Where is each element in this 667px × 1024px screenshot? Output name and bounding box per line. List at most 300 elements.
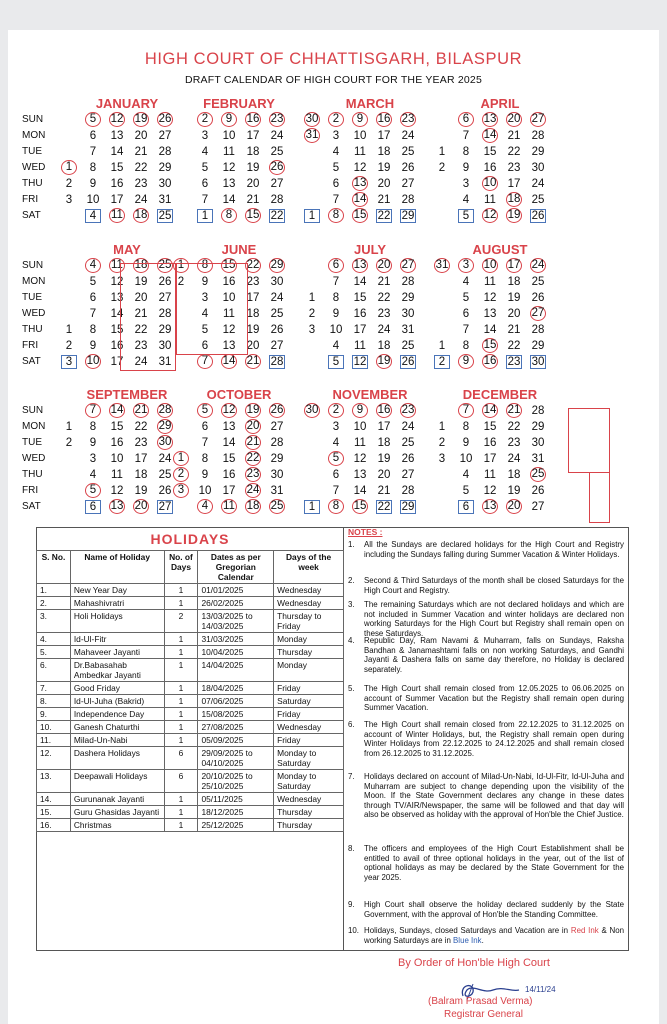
day-cell: 8: [201, 453, 209, 465]
day-cell: 12: [110, 113, 124, 125]
day-cell: 30: [305, 404, 319, 416]
note-text: The officers and employees of the High Court Establishment shall be entitled to avail of three optional holidays in the year, out of the list of optional holidays as may be declared by the State Government for the year 2025.: [364, 844, 624, 882]
day-cell: 5: [201, 162, 209, 174]
day-row: [425, 258, 575, 274]
table-row: [37, 708, 344, 721]
day-cell: 20: [377, 178, 391, 190]
day-row: [425, 403, 575, 419]
day-row: [425, 354, 575, 370]
day-cell: 8: [89, 162, 97, 174]
day-row: [22, 128, 172, 144]
day-cell: 29: [401, 501, 415, 513]
cell-name: Deepawali Holidays: [70, 770, 164, 793]
day-cell: 6: [201, 421, 209, 433]
note-text-part: .: [481, 935, 484, 945]
day-cell: 10: [110, 453, 124, 465]
day-cell: 5: [458, 209, 474, 223]
day-cell: 26: [270, 404, 284, 416]
day-cell: 17: [353, 324, 367, 336]
day-cell: 31: [305, 129, 319, 141]
day-cell: 2: [177, 276, 185, 288]
day-cell: 23: [134, 437, 148, 449]
month-name: MARCH: [345, 96, 395, 111]
cell-dates: 07/06/2025: [198, 695, 274, 708]
day-cell: 28: [158, 308, 172, 320]
cell-days: 1: [164, 793, 198, 806]
month-february: [164, 96, 314, 231]
day-cell: 14: [353, 193, 367, 205]
day-row: [164, 435, 314, 451]
day-row: [425, 192, 575, 208]
month-name: OCTOBER: [206, 387, 272, 402]
day-cell: 27: [531, 501, 545, 513]
weekday-label: SUN: [22, 405, 44, 416]
day-cell: 21: [246, 436, 260, 448]
note-text-part: Blue Ink: [453, 935, 482, 945]
day-cell: 5: [201, 324, 209, 336]
day-row: [295, 435, 445, 451]
day-cell: 8: [328, 499, 344, 514]
month-april: [425, 96, 575, 231]
day-cell: 15: [110, 421, 124, 433]
day-cell: 15: [110, 162, 124, 174]
day-cell: 6: [462, 308, 470, 320]
day-row: [295, 160, 445, 176]
day-cell: 25: [158, 469, 172, 481]
month-name: JULY: [353, 242, 387, 257]
weekday-label: WED: [22, 308, 46, 319]
day-cell: 31: [435, 259, 449, 271]
day-cell: 15: [110, 324, 124, 336]
day-cell: 11: [109, 208, 125, 223]
day-cell: 4: [462, 276, 470, 288]
day-cell: 8: [89, 324, 97, 336]
day-cell: 2: [438, 162, 446, 174]
day-cell: 3: [65, 194, 73, 206]
day-cell: 10: [222, 292, 236, 304]
day-cell: 20: [246, 178, 260, 190]
day-row: [22, 467, 172, 483]
day-cell: 22: [507, 340, 521, 352]
day-row: [164, 403, 314, 419]
day-row: [295, 290, 445, 306]
day-cell: 11: [223, 146, 235, 158]
day-row: [164, 160, 314, 176]
day-cell: 21: [507, 324, 521, 336]
day-cell: 24: [270, 292, 284, 304]
day-cell: 23: [270, 113, 284, 125]
cell-dates: 05/11/2025: [198, 793, 274, 806]
day-cell: 28: [270, 194, 284, 206]
day-cell: 27: [158, 292, 172, 304]
day-cell: 14: [483, 129, 497, 141]
day-cell: 10: [459, 453, 473, 465]
day-row: [295, 499, 445, 515]
day-cell: 12: [353, 453, 367, 465]
day-cell: 5: [197, 403, 213, 418]
cell-dates: 18/04/2025: [198, 682, 274, 695]
day-cell: 6: [458, 500, 474, 514]
day-row: [295, 467, 445, 483]
day-cell: 21: [246, 355, 260, 367]
day-cell: 5: [328, 355, 344, 369]
day-cell: 17: [222, 485, 236, 497]
col-sno: S. No.: [37, 551, 71, 584]
day-cell: 6: [89, 130, 97, 142]
cell-weekday: Monday: [274, 633, 344, 646]
day-cell: 16: [483, 437, 497, 449]
day-cell: 14: [353, 485, 367, 497]
day-cell: 18: [507, 469, 521, 481]
day-row: [425, 451, 575, 467]
day-cell: 27: [158, 130, 172, 142]
day-cell: 7: [458, 403, 474, 418]
day-cell: 1: [304, 209, 320, 223]
day-cell: 18: [377, 146, 391, 158]
month-july: [295, 242, 445, 377]
day-cell: 19: [507, 485, 521, 497]
day-cell: 29: [401, 292, 415, 304]
weekday-label: MON: [22, 130, 46, 141]
day-row: [164, 128, 314, 144]
day-cell: 28: [401, 276, 415, 288]
cell-weekday: Friday: [274, 734, 344, 747]
day-cell: 5: [85, 112, 101, 127]
day-row: [425, 306, 575, 322]
day-row: [295, 483, 445, 499]
cell-weekday: Thursday: [274, 646, 344, 659]
day-cell: 9: [89, 178, 97, 190]
cell-days: 1: [164, 806, 198, 819]
day-cell: 24: [531, 178, 545, 190]
day-cell: 6: [332, 178, 340, 190]
day-cell: 1: [438, 340, 446, 352]
cell-name: Good Friday: [70, 682, 164, 695]
cell-name: Mahaveer Jayanti: [70, 646, 164, 659]
day-cell: 31: [270, 485, 284, 497]
day-cell: 29: [531, 421, 545, 433]
day-cell: 6: [332, 469, 340, 481]
day-row: [22, 499, 172, 515]
day-cell: 12: [222, 404, 236, 416]
note-number: 5.: [348, 684, 355, 693]
day-cell: 15: [483, 339, 497, 351]
day-row: [425, 144, 575, 160]
day-cell: 8: [197, 258, 213, 273]
day-cell: 30: [158, 436, 172, 448]
day-cell: 1: [304, 500, 320, 514]
day-cell: 31: [401, 324, 415, 336]
day-row: [425, 208, 575, 224]
day-row: [425, 176, 575, 192]
cell-sno: 9.: [37, 708, 71, 721]
day-cell: 19: [377, 355, 391, 367]
cell-weekday: Friday: [274, 682, 344, 695]
table-row: [37, 633, 344, 646]
day-row: [295, 419, 445, 435]
day-cell: 28: [158, 404, 172, 416]
cell-days: 1: [164, 633, 198, 646]
day-cell: 28: [270, 437, 284, 449]
day-cell: 10: [483, 177, 497, 189]
day-cell: 14: [222, 437, 236, 449]
day-cell: 16: [483, 162, 497, 174]
day-cell: 14: [483, 324, 497, 336]
day-cell: 12: [110, 485, 124, 497]
day-cell: 30: [158, 340, 172, 352]
day-cell: 30: [531, 356, 545, 368]
day-row: [295, 338, 445, 354]
day-cell: 15: [483, 146, 497, 158]
cell-dates: 18/12/2025: [198, 806, 274, 819]
table-row: [37, 747, 344, 770]
day-cell: 11: [111, 469, 123, 481]
day-cell: 22: [270, 210, 284, 222]
day-row: [295, 274, 445, 290]
cell-sno: 16.: [37, 819, 71, 832]
day-row: [295, 112, 445, 128]
day-cell: 24: [377, 324, 391, 336]
day-cell: 18: [246, 500, 260, 512]
day-cell: 22: [246, 452, 260, 464]
month-october: [164, 387, 314, 522]
day-cell: 4: [85, 209, 101, 223]
day-row: [295, 208, 445, 224]
day-cell: 18: [377, 437, 391, 449]
day-row: [164, 354, 314, 370]
weekday-label: THU: [22, 469, 43, 480]
day-row: [164, 176, 314, 192]
day-cell: 25: [531, 276, 545, 288]
cell-name: Guru Ghasidas Jayanti: [70, 806, 164, 819]
cell-dates: 26/02/2025: [198, 597, 274, 610]
day-cell: 10: [353, 421, 367, 433]
day-cell: 2: [197, 112, 213, 127]
day-cell: 17: [134, 453, 148, 465]
day-cell: 7: [89, 146, 97, 158]
cell-days: 1: [164, 597, 198, 610]
day-cell: 25: [531, 194, 545, 206]
table-row: [37, 682, 344, 695]
day-cell: 9: [201, 276, 209, 288]
note-text: The remaining Saturdays which are not declared holidays and which are not included in Summer Vacation and winter holidays are declared non working Saturdays for the High Court but Registry shall remain open on these Saturdays.: [364, 600, 624, 638]
day-cell: 15: [353, 292, 367, 304]
day-cell: 26: [401, 162, 415, 174]
day-cell: 30: [531, 437, 545, 449]
cell-dates: 25/12/2025: [198, 819, 274, 832]
day-cell: 1: [438, 421, 446, 433]
day-cell: 11: [221, 499, 237, 514]
day-cell: 2: [328, 403, 344, 418]
cell-sno: 6.: [37, 659, 71, 682]
day-cell: 23: [246, 468, 260, 480]
day-cell: 13: [353, 469, 367, 481]
day-cell: 4: [201, 308, 209, 320]
day-cell: 4: [89, 469, 97, 481]
day-row: [295, 451, 445, 467]
cell-weekday: Monday: [274, 659, 344, 682]
day-cell: 18: [134, 469, 148, 481]
day-cell: 13: [110, 130, 124, 142]
day-cell: 8: [462, 146, 470, 158]
day-cell: 30: [305, 113, 319, 125]
day-row: [295, 306, 445, 322]
day-cell: 16: [222, 469, 236, 481]
day-cell: 19: [134, 276, 148, 288]
day-cell: 14: [353, 276, 367, 288]
cell-dates: 01/01/2025: [198, 584, 274, 597]
day-cell: 18: [507, 276, 521, 288]
day-cell: 22: [507, 146, 521, 158]
day-cell: 26: [270, 161, 284, 173]
cell-dates: 13/03/2025 to 14/03/2025: [198, 610, 274, 633]
day-cell: 5: [328, 451, 344, 466]
day-cell: 21: [134, 308, 148, 320]
day-row: [22, 192, 172, 208]
day-cell: 8: [89, 421, 97, 433]
month-name: FEBRUARY: [203, 96, 275, 111]
note-number: 8.: [348, 844, 355, 853]
cell-days: 1: [164, 584, 198, 597]
cell-sno: 14.: [37, 793, 71, 806]
day-cell: 16: [483, 355, 497, 367]
day-cell: 21: [377, 194, 391, 206]
month-name: APRIL: [480, 96, 520, 111]
day-cell: 23: [134, 178, 148, 190]
day-cell: 12: [353, 356, 367, 368]
cell-sno: 11.: [37, 734, 71, 747]
day-cell: 2: [328, 112, 344, 127]
cell-days: 6: [164, 747, 198, 770]
day-cell: 2: [65, 437, 73, 449]
day-cell: 8: [328, 208, 344, 223]
day-cell: 8: [332, 292, 340, 304]
day-cell: 8: [462, 340, 470, 352]
day-cell: 13: [110, 500, 124, 512]
note-text: All the Sundays are declared holidays for the High Court and Registry including the Sundays falling during Summer Vacation & Winter Holidays.: [364, 540, 624, 559]
day-cell: 10: [86, 194, 100, 206]
day-cell: 27: [270, 178, 284, 190]
day-cell: 22: [134, 421, 148, 433]
day-cell: 26: [531, 292, 545, 304]
day-cell: 7: [332, 276, 340, 288]
day-cell: 14: [110, 146, 124, 158]
note-text: The High Court shall remain closed from 22.12.2025 to 31.12.2025 on account of Winter Holidays, but, the Registry shall remain open during Winter Holidays from 22.12.2025 to 24.12.2025 and shall remain closed from 26.12.2025 to 31.12.2025.: [364, 720, 624, 758]
day-row: [164, 144, 314, 160]
day-row: [425, 274, 575, 290]
day-cell: 30: [158, 178, 172, 190]
day-cell: 30: [401, 308, 415, 320]
weekday-label: SAT: [22, 210, 41, 221]
day-cell: 28: [401, 194, 415, 206]
day-cell: 19: [134, 485, 148, 497]
day-row: [164, 483, 314, 499]
signature-date: 14/11/24: [525, 985, 556, 994]
day-cell: 21: [246, 194, 260, 206]
day-cell: 22: [246, 259, 260, 271]
day-cell: 12: [483, 209, 497, 221]
day-cell: 9: [462, 437, 470, 449]
day-cell: 19: [507, 209, 521, 221]
day-cell: 21: [507, 404, 521, 416]
day-cell: 24: [246, 484, 260, 496]
day-cell: 25: [158, 259, 172, 271]
day-cell: 23: [507, 437, 521, 449]
weekday-label: MON: [22, 421, 46, 432]
note-text-part: & Non working Saturdays are in: [364, 926, 624, 945]
day-cell: 4: [201, 146, 209, 158]
note-number: 9.: [348, 900, 355, 909]
day-cell: 18: [246, 146, 260, 158]
day-cell: 23: [134, 340, 148, 352]
note-text: Holidays declared on account of Milad-Un-Nabi, Id-Ul-Fitr, Id-Ul-Juha and Muharram are subject to change depending upon the visibility of the Moon. If the State Government declares any change in these dates through TV/AIR/Newspaper, the same will be followed and that day will also be observed as holiday with the approval of Hon'ble the Chief Justice.: [364, 772, 624, 820]
day-cell: 14: [110, 404, 124, 416]
table-row: [37, 610, 344, 633]
day-cell: 19: [246, 162, 260, 174]
day-cell: 28: [531, 324, 545, 336]
day-cell: 13: [353, 259, 367, 271]
day-cell: 10: [353, 130, 367, 142]
weekday-label: WED: [22, 162, 46, 173]
cell-name: Ganesh Chaturthi: [70, 721, 164, 734]
day-cell: 28: [158, 146, 172, 158]
day-cell: 20: [246, 420, 260, 432]
cell-days: 1: [164, 646, 198, 659]
day-cell: 11: [484, 276, 496, 288]
day-row: [425, 290, 575, 306]
day-cell: 29: [531, 340, 545, 352]
day-cell: 24: [158, 453, 172, 465]
day-cell: 1: [61, 160, 77, 175]
day-cell: 21: [377, 485, 391, 497]
cell-dates: 29/09/2025 to 04/10/2025: [198, 747, 274, 770]
day-cell: 27: [270, 421, 284, 433]
note-text: High Court shall observe the holiday declared suddenly by the State Government, with the approval of Hon'ble the Standing Committee.: [364, 900, 624, 919]
cell-days: 1: [164, 695, 198, 708]
day-cell: 10: [329, 324, 343, 336]
cell-dates: 27/08/2025: [198, 721, 274, 734]
day-cell: 24: [507, 453, 521, 465]
day-cell: 22: [507, 421, 521, 433]
day-row: [425, 322, 575, 338]
cell-name: Christmas: [70, 819, 164, 832]
day-cell: 1: [65, 324, 73, 336]
day-cell: 16: [110, 437, 124, 449]
cell-sno: 12.: [37, 747, 71, 770]
cell-name: Milad-Un-Nabi: [70, 734, 164, 747]
day-cell: 7: [201, 194, 209, 206]
day-cell: 3: [308, 324, 316, 336]
day-cell: 19: [134, 113, 148, 125]
day-row: [22, 435, 172, 451]
day-cell: 12: [483, 292, 497, 304]
day-cell: 19: [507, 292, 521, 304]
month-name: AUGUST: [472, 242, 528, 257]
day-cell: 1: [438, 146, 446, 158]
weekday-label: THU: [22, 178, 43, 189]
cell-sno: 13.: [37, 770, 71, 793]
day-cell: 14: [110, 308, 124, 320]
month-november: [295, 387, 445, 522]
winter-holidays-highlight: [568, 408, 610, 473]
day-cell: 3: [61, 355, 77, 369]
day-cell: 10: [222, 130, 236, 142]
table-row: [37, 819, 344, 832]
day-cell: 31: [158, 356, 172, 368]
cell-sno: 15.: [37, 806, 71, 819]
day-cell: 6: [89, 292, 97, 304]
day-cell: 5: [462, 292, 470, 304]
